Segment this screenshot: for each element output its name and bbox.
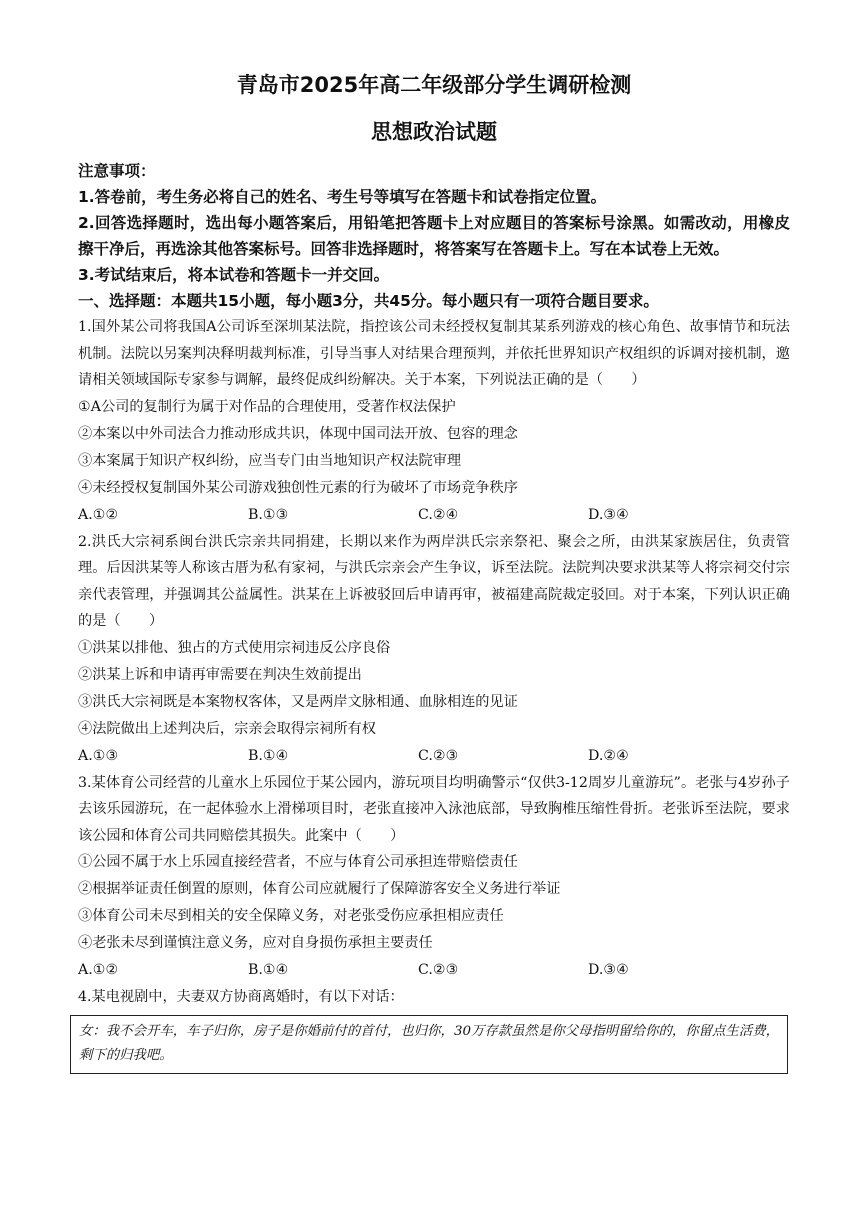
- answer-choices: [78, 957, 790, 984]
- statement-4: ④老张未尽到谨慎注意义务，应对自身损伤承担主要责任: [78, 935, 433, 951]
- question-stem: 2.洪氏大宗祠系闽台洪氏宗亲共同捐建，长期以来作为两岸洪氏宗亲祭祀、聚会之所，由洪某家族居住，负责管理。后因洪某等人称该古厝为私有家祠，与洪氏宗亲会产生争议，诉至法院。法院判决要求洪某等人将宗祠交付宗亲代表管理，并强调其公益属性。洪某在上诉被驳回后申请再审，被福建高院裁定驳回。对于本案，下列认识正确的是（ ）: [78, 533, 790, 629]
- statement-1: ①公园不属于水上乐园直接经营者，不应与体育公司承担连带赔偿责任: [78, 854, 518, 870]
- choice-b: B.①④: [248, 962, 289, 978]
- choice-a: A.①②: [78, 506, 119, 523]
- choice-d: D.③④: [588, 962, 629, 978]
- statement-4: ④法院做出上述判决后，宗亲会取得宗祠所有权: [78, 720, 376, 737]
- notice-item-1: 1.答卷前，考生务必将自己的姓名、考生号等填写在答题卡和试卷指定位置。: [78, 188, 607, 206]
- exam-subtitle: 思想政治试题: [371, 120, 497, 144]
- question-stem: 4.某电视剧中，夫妻双方协商离婚时，有以下对话：: [78, 989, 404, 1005]
- notice-item-2: 2.回答选择题时，选出每小题答案后，用铅笔把答题卡上对应题目的答案标号涂黑。如需改动，用橡皮擦干净后，再选涂其他答案标号。回答非选择题时，将答案写在答题卡上。写在本试卷上无效。: [78, 214, 790, 258]
- statement-3: ③本案属于知识产权纠纷，应当专门由当地知识产权法院审理: [78, 452, 462, 469]
- section-heading: 一、选择题：本题共15小题，每小题3分，共45分。每小题只有一项符合题目要求。: [78, 292, 659, 310]
- choice-b: B.①④: [248, 747, 289, 764]
- statement-2: ②洪某上诉和申请再审需要在判决生效前提出: [78, 666, 362, 683]
- statement-3: ③体育公司未尽到相关的安全保障义务，对老张受伤应承担相应责任: [78, 908, 504, 924]
- statement-1: ①A公司的复制行为属于对作品的合理使用，受著作权法保护: [78, 398, 456, 415]
- question-3: [78, 770, 790, 985]
- choice-c: C.②③: [418, 747, 459, 764]
- exam-title: 青岛市2025年高二年级部分学生调研检测: [236, 73, 632, 97]
- choice-d: D.②④: [588, 747, 629, 764]
- choice-a: A.①②: [78, 962, 119, 978]
- choice-c: C.②③: [418, 962, 459, 978]
- statement-1: ①洪某以排他、独占的方式使用宗祠违反公序良俗: [78, 639, 391, 656]
- question-2: [78, 529, 790, 770]
- answer-choices: [78, 743, 790, 770]
- question-stem: 1.国外某公司将我国A公司诉至深圳某法院，指控该公司未经授权复制其某系列游戏的核心角色、故事情节和玩法机制。法院以另案判决释明裁判标准，引导当事人对结果合理预判，并依托世界知识产权组织的诉调对接机制，邀请相关领域国际专家参与调解，最终促成纠纷解决。关于本案，下列说法正确的是（ ）: [78, 319, 790, 388]
- question-stem: 3.某体育公司经营的儿童水上乐园位于某公园内，游玩项目均明确警示“仅供3-12周岁儿童游玩”。老张与4岁孙子去该乐园游玩，在一起体验水上滑梯项目时，老张直接冲入泳池底部，导致胸椎压缩性骨折。老张诉至法院，要求该公园和体育公司共同赔偿其损失。此案中（ ）: [78, 774, 790, 844]
- statement-2: ②本案以中外司法合力推动形成共识，体现中国司法开放、包容的理念: [78, 425, 518, 442]
- exam-page: [78, 72, 790, 1074]
- statement-2: ②根据举证责任倒置的原则，体育公司应就履行了保障游客安全义务进行举证: [78, 881, 561, 897]
- question-1: [78, 314, 790, 529]
- statement-4: ④未经授权复制国外某公司游戏独创性元素的行为破坏了市场竞争秩序: [78, 479, 518, 496]
- statement-3: ③洪氏大宗祠既是本案物权客体，又是两岸文脉相通、血脉相连的见证: [78, 693, 518, 710]
- choice-a: A.①③: [78, 747, 119, 764]
- dialog-box: 女：我不会开车，车子归你，房子是你婚前付的首付，也归你，30万存款虽然是你父母指明留给你的，你留点生活费，剩下的归我吧。: [70, 1015, 788, 1074]
- choice-b: B.①③: [248, 506, 289, 523]
- question-4: [78, 984, 790, 1074]
- notice-heading: 注意事项：: [78, 162, 156, 180]
- notice-item-3: 3.考试结束后，将本试卷和答题卡一并交回。: [78, 266, 390, 284]
- choice-c: C.②④: [418, 506, 459, 523]
- choice-d: D.③④: [588, 506, 629, 523]
- answer-choices: [78, 502, 790, 529]
